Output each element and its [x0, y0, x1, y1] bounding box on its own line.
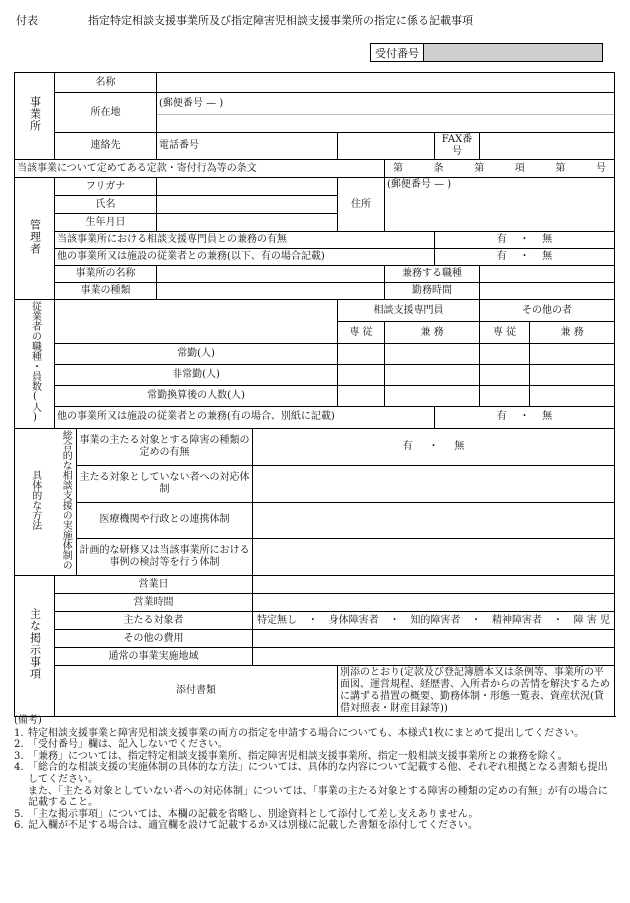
- specialist-concurrent-header: 兼 務: [385, 322, 480, 344]
- staff-other-concurrent-choice[interactable]: 有 ・ 無: [435, 406, 615, 428]
- office-address-field[interactable]: [157, 115, 615, 133]
- system-item-label: 主たる対象としていない者への対応体制: [77, 465, 253, 502]
- specialist-fulltime-header: 専 従: [338, 322, 385, 344]
- manager-address-label: 住所: [338, 178, 385, 232]
- note-item: 3. 「兼務」については、指定特定相談支援事業所、指定障害児相談支援事業所、指定一般相談支援事業所との兼務を除く。: [14, 750, 568, 762]
- notice-other-costs-field[interactable]: [253, 630, 615, 648]
- notes-title: (備考): [14, 715, 42, 726]
- other-concurrent-header: 兼 務: [530, 322, 615, 344]
- office-name-field[interactable]: [157, 73, 615, 93]
- manager-birthdate-field[interactable]: [157, 214, 338, 232]
- receipt-number-label: 受付番号: [371, 44, 424, 62]
- office-phone-label: 電話番号: [157, 133, 338, 160]
- receipt-number-field[interactable]: [424, 44, 603, 62]
- work-hours-field[interactable]: [480, 283, 615, 300]
- form-header: [16, 12, 473, 28]
- other-fulltime-header: 専 従: [480, 322, 530, 344]
- office-contact-label: 連絡先: [55, 133, 157, 160]
- office-name-label: 名称: [55, 73, 157, 93]
- manager-specialist-concurrent-label: 当該事業所における相談支援専門員との兼務の有無: [55, 232, 435, 249]
- attachments-text: 別添のとおり(定款及び登記簿謄本又は条例等、事業所の平面図、運営規程、経歴書、入所者からの苦情を解決するために講ずる措置の概要、勤務体制・形態一覧表、資産状況(貸借対照表・財産目録等)): [338, 666, 615, 717]
- notice-target-options[interactable]: 特定無し ・ 身体障害者 ・ 知的障害者 ・ 精神障害者 ・ 障 害 児: [253, 612, 615, 630]
- notice-business-days-field[interactable]: [253, 576, 615, 594]
- notice-area-field[interactable]: [253, 648, 615, 666]
- staff-cell[interactable]: [385, 385, 480, 406]
- notice-business-days-label: 営業日: [55, 576, 253, 594]
- manager-specialist-concurrent-choice[interactable]: 有 ・ 無: [435, 232, 615, 249]
- staff-cell[interactable]: [338, 385, 385, 406]
- note-item: 2. 「受付番号」欄は、記入しないでください。: [14, 739, 228, 751]
- manager-name-label: 氏名: [55, 196, 157, 214]
- note-item: 6. 記入欄が不足する場合は、適宜欄を設けて記載するか又は別様に記載した書類を添付してください。: [14, 820, 478, 832]
- system-outer-label: 具体的な方法: [15, 429, 55, 576]
- staff-specialist-header: 相談支援専門員: [338, 300, 480, 322]
- business-type-label: 事業の種類: [55, 283, 157, 300]
- attachment-label: 付表: [16, 14, 38, 27]
- manager-section-label: 管理者: [15, 178, 55, 300]
- manager-address-field[interactable]: (郵便番号 — ): [385, 178, 615, 232]
- concurrent-job-label: 兼務する職種: [385, 266, 480, 283]
- staff-header-blank: [55, 300, 338, 344]
- manager-furigana-label: フリガナ: [55, 178, 157, 196]
- system-item-label: 計画的な研修又は当該事業所における事例の検討等を行う体制: [77, 539, 253, 576]
- system-item-label: 事業の主たる対象とする障害の種類の定めの有無: [77, 429, 253, 466]
- concurrent-office-name-label: 事業所の名称: [55, 266, 157, 283]
- staff-cell[interactable]: [338, 365, 385, 386]
- staff-cell[interactable]: [385, 365, 480, 386]
- office-fax-label: FAX番号: [435, 133, 480, 160]
- note-item: 5. 「主な掲示事項」については、本欄の記載を省略し、別途資料として添付して差し支えありません。: [14, 808, 479, 820]
- staff-cell[interactable]: [480, 344, 530, 365]
- form-title: 指定特定相談支援事業所及び指定障害児相談支援事業所の指定に係る記載事項: [88, 14, 473, 27]
- manager-name-field[interactable]: [157, 196, 338, 214]
- office-fax-field[interactable]: [480, 133, 615, 160]
- concurrent-job-field[interactable]: [480, 266, 615, 283]
- notice-section-label: 主な掲示事項: [15, 576, 55, 717]
- system-inner-label: 総合的な相談支援の実施体制の: [55, 429, 77, 576]
- work-hours-label: 勤務時間: [385, 283, 480, 300]
- notice-area-label: 通常の事業実施地域: [55, 648, 253, 666]
- office-phone-field[interactable]: [338, 133, 435, 160]
- note-item: 4. 「総合的な相談支援の実施体制の具体的な方法」については、具体的な内容について記載する他、それぞれ根拠となる書類も提出してください。: [14, 762, 608, 785]
- staff-cell[interactable]: [530, 365, 615, 386]
- staff-cell[interactable]: [480, 385, 530, 406]
- staff-row-label: 非常勤(人): [55, 365, 338, 386]
- system-item-label: 医療機関や行政との連携体制: [77, 502, 253, 539]
- staff-row-label: 常勤(人): [55, 344, 338, 365]
- attachments-label: 添付書類: [55, 666, 338, 717]
- system-target-choice[interactable]: 有 ・ 無: [253, 429, 615, 466]
- notice-target-label: 主たる対象者: [55, 612, 253, 630]
- staff-other-concurrent-label: 他の事業所又は施設の従業者との兼務(有の場合、別紙に記載): [55, 406, 435, 428]
- manager-other-concurrent-choice[interactable]: 有 ・ 無: [435, 249, 615, 266]
- system-item-field[interactable]: [253, 502, 615, 539]
- articles-field[interactable]: 第 条 第 項 第 号: [385, 160, 615, 178]
- application-table: [14, 72, 615, 717]
- articles-label: 当該事業について定めてある定款・寄付行為等の条文: [15, 160, 385, 178]
- staff-cell[interactable]: [480, 365, 530, 386]
- staff-section-label: 従業者の職種・員数(人): [15, 300, 55, 429]
- notice-business-hours-field[interactable]: [253, 594, 615, 612]
- business-type-field[interactable]: [157, 283, 385, 300]
- manager-other-concurrent-label: 他の事業所又は施設の従業者との兼務(以下、有の場合記載): [55, 249, 435, 266]
- system-item-field[interactable]: [253, 539, 615, 576]
- note-item-continued: また、「主たる対象としていない者への対応体制」については、「事業の主たる対象とする障害の種類の定めの有無」が有の場合に記載すること。: [28, 785, 608, 809]
- office-address-label: 所在地: [55, 93, 157, 133]
- staff-cell[interactable]: [530, 344, 615, 365]
- office-section-label: 事業所: [15, 73, 55, 160]
- staff-other-header: その他の者: [480, 300, 615, 322]
- notes-section: [14, 715, 616, 832]
- notice-business-hours-label: 営業時間: [55, 594, 253, 612]
- staff-row-label: 常勤換算後の人数(人): [55, 385, 338, 406]
- receipt-number-box: [370, 43, 603, 62]
- manager-furigana-field[interactable]: [157, 178, 338, 196]
- staff-cell[interactable]: [530, 385, 615, 406]
- notice-other-costs-label: その他の費用: [55, 630, 253, 648]
- staff-cell[interactable]: [338, 344, 385, 365]
- system-item-field[interactable]: [253, 465, 615, 502]
- note-item: 1. 特定相談支援事業と障害児相談支援事業の両方の指定を申請する場合についても、本様式1枚にまとめて提出してください。: [14, 727, 585, 739]
- staff-cell[interactable]: [385, 344, 480, 365]
- office-postal-code[interactable]: (郵便番号 — ): [157, 93, 615, 115]
- concurrent-office-name-field[interactable]: [157, 266, 385, 283]
- manager-birthdate-label: 生年月日: [55, 214, 157, 232]
